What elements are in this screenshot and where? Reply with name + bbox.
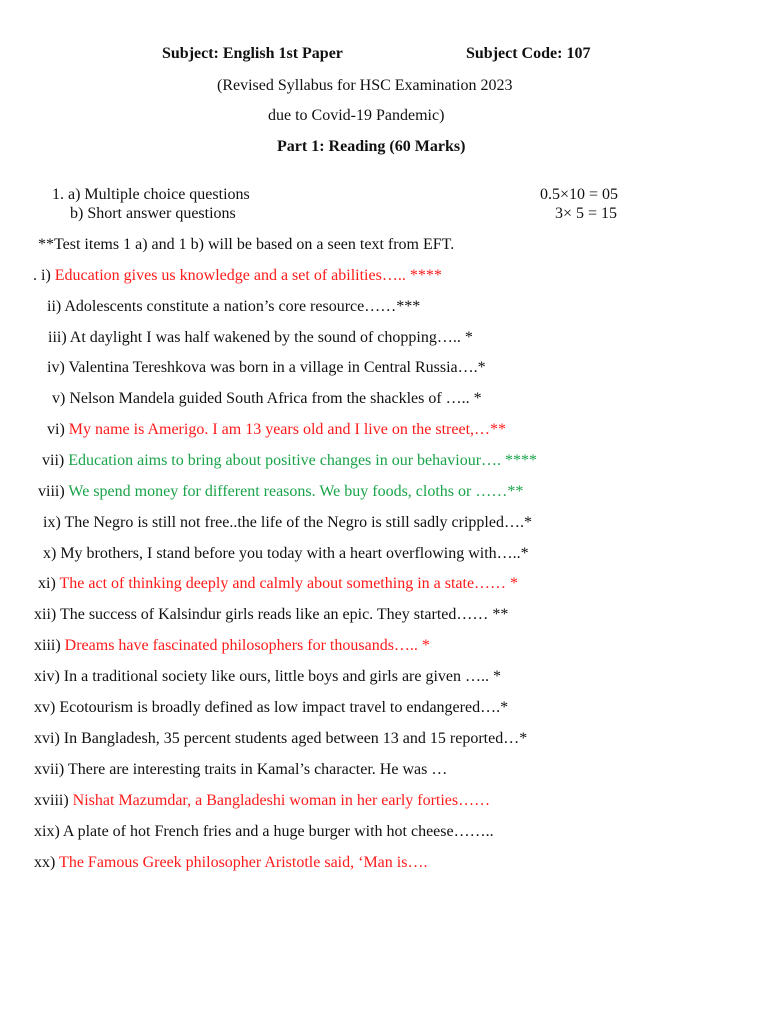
subject-title: Subject: English 1st Paper [162,45,343,62]
reading-item [34,822,494,842]
reading-item [34,791,490,811]
item-text: The success of Kalsindur girls reads like an epic. They started…… ** [59,606,509,623]
item-text: The Famous Greek philosopher Aristotle said, ‘Man is…. [59,854,428,871]
question-1b-marks: 3× 5 = 15 [555,205,618,222]
revised-syllabus-line-1: (Revised Syllabus for HSC Examination 2023 [217,77,513,94]
reading-item [43,513,532,533]
reading-item [34,729,527,749]
item-text: The Negro is still not free..the life of the Negro is still sadly crippled….* [64,514,532,531]
item-text: Adolescents constitute a nation’s core resource……*** [64,298,421,315]
reading-item [34,760,447,780]
item-number: xii) [34,606,57,623]
item-number: xvii) [34,761,65,778]
item-number: xi) [38,575,56,592]
item-number: xiv) [34,668,60,685]
reading-item [47,420,506,440]
reading-item [52,389,482,409]
reading-item [38,574,518,594]
question-1a-label: 1. a) Multiple choice questions [52,186,250,203]
reading-item [43,544,529,564]
item-number: ii) [47,298,62,315]
reading-item [34,853,427,873]
reading-item [34,667,501,687]
part-title: Part 1: Reading (60 Marks) [277,138,466,155]
item-number: xix) [34,823,60,840]
item-number: viii) [38,483,65,500]
reading-item [47,297,420,317]
item-text: Ecotourism is broadly defined as low impact travel to endangered….* [59,699,509,716]
item-text: Nishat Mazumdar, a Bangladeshi woman in her early forties…… [72,792,491,809]
item-number: vi) [47,421,65,438]
item-text: Dreams have fascinated philosophers for thousands….. * [64,637,430,654]
item-text: At daylight I was half wakened by the sound of chopping….. * [69,329,473,346]
reading-item [34,636,430,656]
question-1b-label: b) Short answer questions [70,205,236,222]
reading-item [47,358,486,378]
item-text: Nelson Mandela guided South Africa from the shackles of ….. * [69,390,482,407]
reading-item [42,451,537,471]
subject-code: Subject Code: 107 [466,45,591,62]
item-text: There are interesting traits in Kamal’s character. He was … [67,761,448,778]
reading-item [38,482,523,502]
test-items-note: **Test items 1 a) and 1 b) will be based on a seen text from EFT. [38,236,455,253]
reading-item [34,698,508,718]
item-text: My name is Amerigo. I am 13 years old and I live on the street,…** [68,421,507,438]
item-text: A plate of hot French fries and a huge burger with hot cheese…….. [62,823,494,840]
item-number: xvi) [34,730,60,747]
question-1a-marks: 0.5×10 = 05 [540,186,619,203]
revised-syllabus-line-2: due to Covid-19 Pandemic) [268,107,445,124]
item-number: x) [43,545,57,562]
item-number: xiii) [34,637,61,654]
item-text: We spend money for different reasons. We buy foods, cloths or ……** [68,483,524,500]
item-number: xviii) [34,792,69,809]
item-text: Education aims to bring about positive changes in our behaviour…. **** [68,452,538,469]
item-text: In Bangladesh, 35 percent students aged between 13 and 15 reported…* [63,730,528,747]
item-number: iii) [48,329,67,346]
item-number: vii) [42,452,65,469]
item-number: xx) [34,854,56,871]
item-text: In a traditional society like ours, little boys and girls are given ….. * [63,668,502,685]
item-number: v) [52,390,66,407]
item-number: iv) [47,359,65,376]
reading-item [34,605,508,625]
reading-item [33,266,442,286]
item-number: ix) [43,514,61,531]
item-number: xv) [34,699,56,716]
item-text: My brothers, I stand before you today with a heart overflowing with…..* [60,545,529,562]
item-text: Education gives us knowledge and a set of abilities….. **** [54,267,442,284]
item-number: . i) [33,267,51,284]
item-text: The act of thinking deeply and calmly about something in a state…… * [59,575,519,592]
reading-item [48,328,473,348]
item-text: Valentina Tereshkova was born in a village in Central Russia….* [68,359,486,376]
